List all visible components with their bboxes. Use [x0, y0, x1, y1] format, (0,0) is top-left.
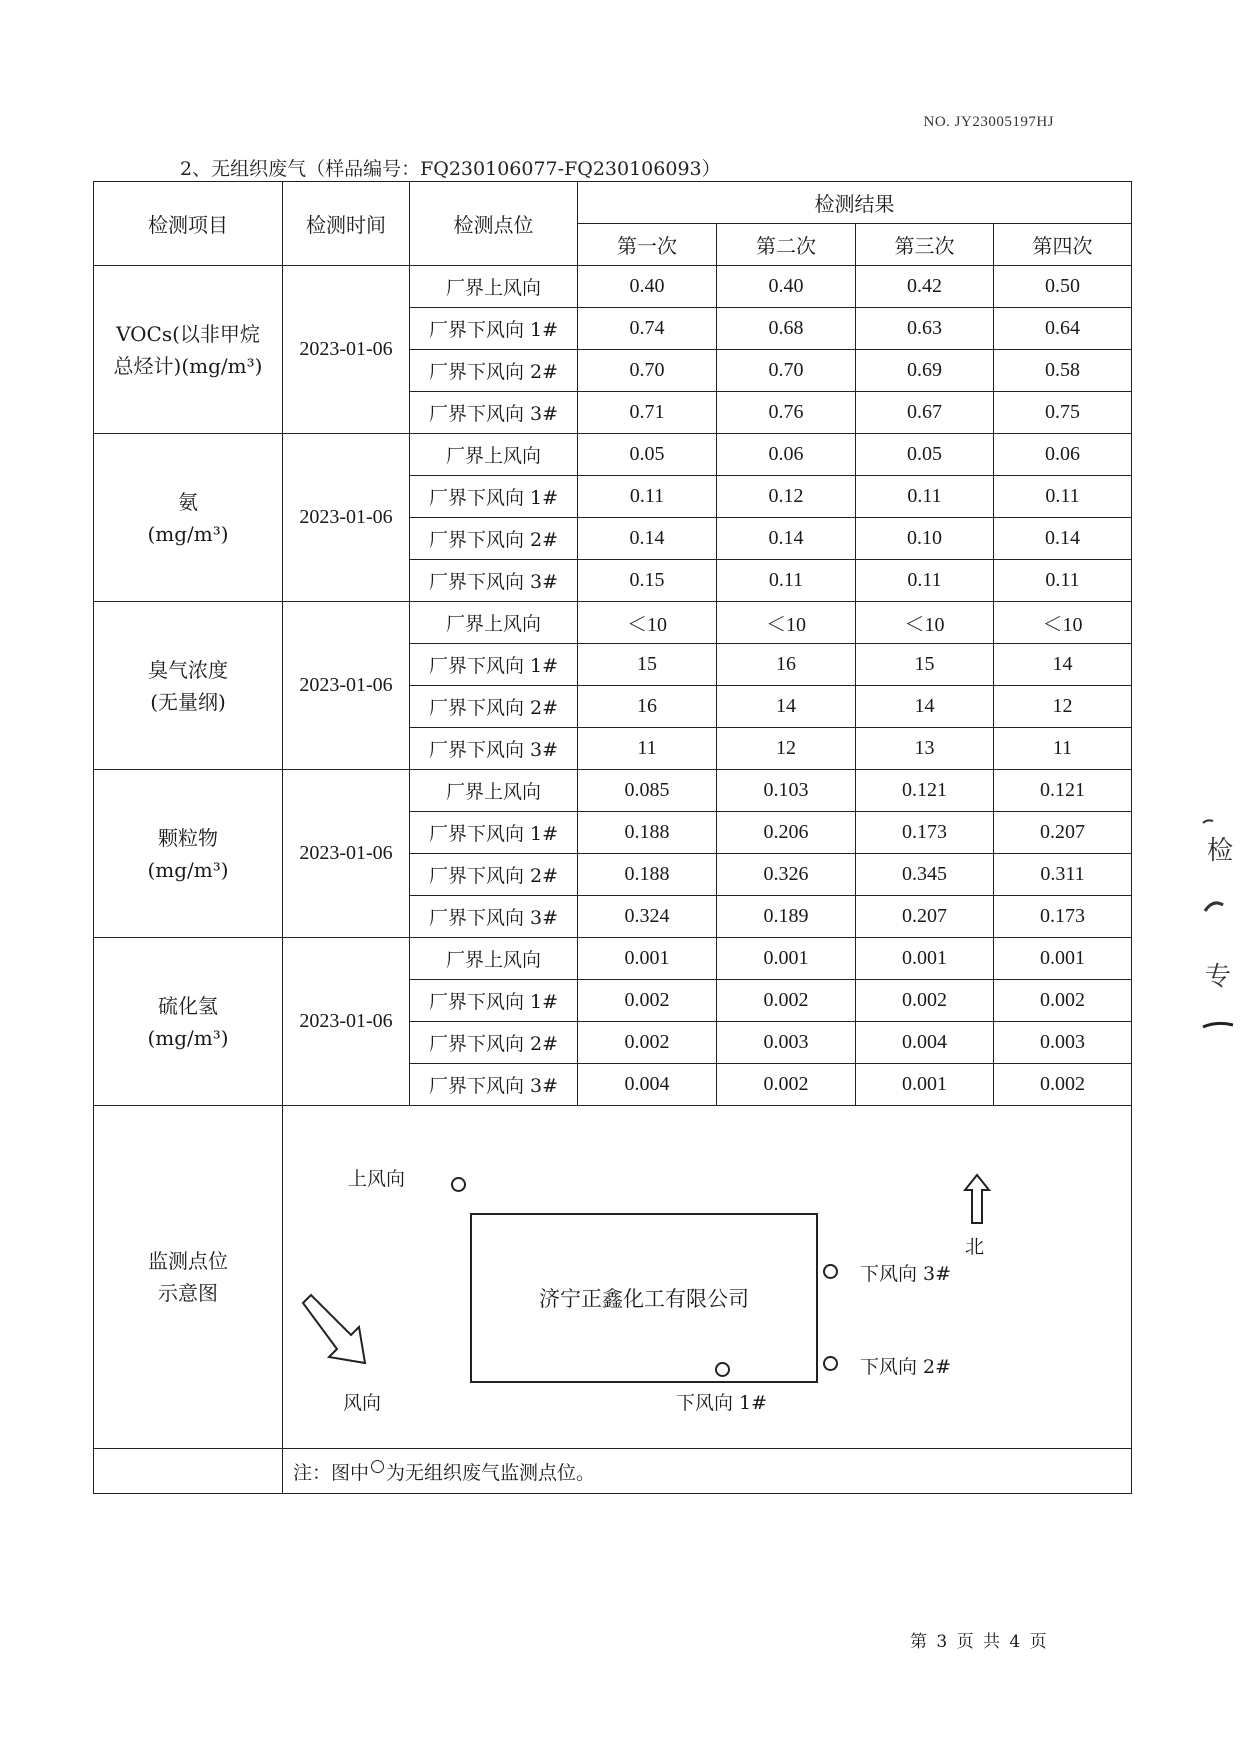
result-value-round-4: 0.121 [994, 770, 1132, 812]
test-point: 厂界下风向 2# [410, 350, 578, 392]
result-value-round-1: 0.71 [578, 392, 717, 434]
downwind-3-point-marker [823, 1264, 838, 1279]
test-point: 厂界上风向 [410, 602, 578, 644]
test-date: 2023-01-06 [283, 602, 410, 770]
header-time: 检测时间 [283, 182, 410, 266]
result-value-round-1: 0.002 [578, 1022, 717, 1064]
diagram-row-label-line-2: 示意图 [158, 1281, 218, 1305]
result-value-round-4: 0.002 [994, 1064, 1132, 1106]
downwind-3-label: 下风向 3# [860, 1263, 952, 1285]
header-round-2: 第二次 [717, 224, 856, 266]
test-point: 厂界下风向 3# [410, 1064, 578, 1106]
test-point: 厂界下风向 1# [410, 308, 578, 350]
result-value-round-2: 12 [717, 728, 856, 770]
note-row-blank [94, 1449, 283, 1494]
result-value-round-3: 15 [856, 644, 994, 686]
result-value-round-2: 0.189 [717, 896, 856, 938]
result-value-round-2: 0.76 [717, 392, 856, 434]
result-value-round-3: ＜10 [856, 602, 994, 644]
result-value-round-4: 0.003 [994, 1022, 1132, 1064]
test-item-name [94, 770, 283, 938]
result-value-round-3: 0.121 [856, 770, 994, 812]
result-value-round-2: 0.68 [717, 308, 856, 350]
test-point: 厂界上风向 [410, 770, 578, 812]
result-value-round-1: 0.188 [578, 854, 717, 896]
test-item-name-line: (mg/m³) [147, 857, 229, 882]
result-value-round-1: 0.05 [578, 434, 717, 476]
result-value-round-4: 0.11 [994, 476, 1132, 518]
result-value-round-2: 16 [717, 644, 856, 686]
result-value-round-3: 13 [856, 728, 994, 770]
result-value-round-3: 0.173 [856, 812, 994, 854]
downwind-1-point-marker [715, 1362, 730, 1377]
test-item-name-line: 臭气浓度 [148, 657, 228, 682]
result-value-round-1: 0.14 [578, 518, 717, 560]
test-date: 2023-01-06 [283, 770, 410, 938]
table-row [94, 770, 1132, 812]
diagram-row-label [94, 1106, 283, 1449]
result-value-round-1: ＜10 [578, 602, 717, 644]
header-round-4: 第四次 [994, 224, 1132, 266]
downwind-2-point-marker [823, 1356, 838, 1371]
result-value-round-2: 14 [717, 686, 856, 728]
result-value-round-4: 11 [994, 728, 1132, 770]
result-value-round-2: 0.103 [717, 770, 856, 812]
result-value-round-4: 0.58 [994, 350, 1132, 392]
diagram-section [94, 1106, 1132, 1494]
test-item-name-line: 颗粒物 [158, 825, 218, 850]
test-point: 厂界上风向 [410, 938, 578, 980]
result-value-round-4: 0.001 [994, 938, 1132, 980]
result-value-round-2: 0.06 [717, 434, 856, 476]
svg-text:专: 专 [1205, 962, 1232, 992]
result-value-round-1: 0.004 [578, 1064, 717, 1106]
report-number: NO. JY23005197HJ [923, 114, 1054, 130]
test-item-name-line: 氨 [178, 489, 198, 514]
result-value-round-3: 0.11 [856, 476, 994, 518]
result-value-round-2: 0.206 [717, 812, 856, 854]
result-value-round-1: 0.001 [578, 938, 717, 980]
result-value-round-2: 0.14 [717, 518, 856, 560]
result-value-round-2: 0.002 [717, 1064, 856, 1106]
test-point: 厂界下风向 3# [410, 728, 578, 770]
result-value-round-2: 0.003 [717, 1022, 856, 1064]
table-row [94, 266, 1132, 308]
result-value-round-1: 0.40 [578, 266, 717, 308]
test-point: 厂界下风向 2# [410, 518, 578, 560]
result-value-round-1: 0.74 [578, 308, 717, 350]
result-value-round-1: 0.002 [578, 980, 717, 1022]
result-value-round-3: 0.004 [856, 1022, 994, 1064]
result-value-round-4: 0.207 [994, 812, 1132, 854]
note-cell [283, 1449, 1132, 1494]
result-value-round-4: 0.311 [994, 854, 1132, 896]
page-number: 第 3 页 共 4 页 [910, 1632, 1049, 1652]
test-item-name-line: 硫化氢 [158, 993, 218, 1018]
test-point: 厂界下风向 1# [410, 644, 578, 686]
result-value-round-1: 15 [578, 644, 717, 686]
test-item-name [94, 266, 283, 434]
test-item-name-line: VOCs(以非甲烷 [116, 321, 260, 346]
result-value-round-2: ＜10 [717, 602, 856, 644]
test-item-name [94, 938, 283, 1106]
result-value-round-1: 0.11 [578, 476, 717, 518]
result-value-round-4: 0.002 [994, 980, 1132, 1022]
company-name: 济宁正鑫化工有限公司 [539, 1287, 749, 1311]
result-value-round-4: 0.14 [994, 518, 1132, 560]
result-value-round-1: 16 [578, 686, 717, 728]
result-value-round-3: 0.002 [856, 980, 994, 1022]
section-title: 2、无组织废气（样品编号：FQ230106077-FQ230106093） [180, 158, 721, 180]
test-date: 2023-01-06 [283, 938, 410, 1106]
monitoring-point-legend-icon [371, 1460, 384, 1473]
results-table-body [94, 182, 1132, 1106]
result-value-round-3: 0.207 [856, 896, 994, 938]
table-row [94, 938, 1132, 980]
result-value-round-1: 0.188 [578, 812, 717, 854]
result-value-round-1: 0.324 [578, 896, 717, 938]
test-point: 厂界下风向 1# [410, 980, 578, 1022]
result-value-round-2: 0.11 [717, 560, 856, 602]
partial-seal-stamp [1199, 815, 1237, 1045]
result-value-round-3: 0.001 [856, 938, 994, 980]
test-item-name-line: (mg/m³) [147, 521, 229, 546]
diagram-row [94, 1106, 1132, 1449]
note-row [94, 1449, 1132, 1494]
result-value-round-2: 0.001 [717, 938, 856, 980]
result-value-round-4: 0.06 [994, 434, 1132, 476]
result-value-round-1: 0.085 [578, 770, 717, 812]
result-value-round-2: 0.002 [717, 980, 856, 1022]
wind-direction-arrow-icon [301, 1293, 371, 1369]
north-arrow-icon [963, 1173, 991, 1225]
result-value-round-3: 0.05 [856, 434, 994, 476]
wind-direction-label: 风向 [343, 1392, 382, 1414]
results-table [93, 181, 1132, 1494]
test-date: 2023-01-06 [283, 434, 410, 602]
test-item-name-line: (无量纲) [150, 689, 226, 714]
result-value-round-4: 12 [994, 686, 1132, 728]
test-point: 厂界下风向 2# [410, 686, 578, 728]
result-value-round-3: 0.11 [856, 560, 994, 602]
note-prefix: 注：图中 [293, 1461, 370, 1484]
result-value-round-3: 0.63 [856, 308, 994, 350]
north-label: 北 [965, 1236, 985, 1258]
header-round-3: 第三次 [856, 224, 994, 266]
monitoring-point-diagram [283, 1106, 1132, 1449]
test-point: 厂界上风向 [410, 266, 578, 308]
test-item-name-line: (mg/m³) [147, 1025, 229, 1050]
result-value-round-4: ＜10 [994, 602, 1132, 644]
header-results: 检测结果 [578, 182, 1132, 224]
note-suffix: 为无组织废气监测点位。 [386, 1461, 596, 1484]
svg-text:检: 检 [1207, 836, 1234, 866]
test-point: 厂界下风向 2# [410, 854, 578, 896]
result-value-round-3: 14 [856, 686, 994, 728]
test-item-name-line: 总烃计)(mg/m³) [113, 353, 263, 378]
test-point: 厂界下风向 3# [410, 896, 578, 938]
downwind-1-label: 下风向 1# [676, 1392, 768, 1414]
downwind-2-label: 下风向 2# [860, 1356, 952, 1378]
test-point: 厂界下风向 2# [410, 1022, 578, 1064]
result-value-round-4: 0.64 [994, 308, 1132, 350]
test-point: 厂界上风向 [410, 434, 578, 476]
table-row [94, 602, 1132, 644]
test-item-name [94, 434, 283, 602]
result-value-round-2: 0.70 [717, 350, 856, 392]
test-point: 厂界下风向 1# [410, 476, 578, 518]
test-point: 厂界下风向 1# [410, 812, 578, 854]
result-value-round-3: 0.42 [856, 266, 994, 308]
header-point: 检测点位 [410, 182, 578, 266]
result-value-round-3: 0.10 [856, 518, 994, 560]
result-value-round-1: 11 [578, 728, 717, 770]
result-value-round-3: 0.001 [856, 1064, 994, 1106]
result-value-round-3: 0.345 [856, 854, 994, 896]
result-value-round-4: 0.173 [994, 896, 1132, 938]
result-value-round-2: 0.40 [717, 266, 856, 308]
test-item-name [94, 602, 283, 770]
test-point: 厂界下风向 3# [410, 560, 578, 602]
header-item: 检测项目 [94, 182, 283, 266]
header-round-1: 第一次 [578, 224, 717, 266]
upwind-label: 上风向 [348, 1168, 406, 1190]
result-value-round-2: 0.326 [717, 854, 856, 896]
result-value-round-2: 0.12 [717, 476, 856, 518]
result-value-round-4: 0.11 [994, 560, 1132, 602]
result-value-round-4: 0.75 [994, 392, 1132, 434]
header-row [94, 182, 1132, 224]
company-plant-outline [470, 1213, 818, 1383]
result-value-round-4: 14 [994, 644, 1132, 686]
test-date: 2023-01-06 [283, 266, 410, 434]
upwind-point-marker [451, 1177, 466, 1192]
result-value-round-4: 0.50 [994, 266, 1132, 308]
result-value-round-3: 0.67 [856, 392, 994, 434]
diagram-row-label-line-1: 监测点位 [148, 1249, 228, 1273]
table-row [94, 434, 1132, 476]
result-value-round-1: 0.70 [578, 350, 717, 392]
test-point: 厂界下风向 3# [410, 392, 578, 434]
result-value-round-3: 0.69 [856, 350, 994, 392]
result-value-round-1: 0.15 [578, 560, 717, 602]
